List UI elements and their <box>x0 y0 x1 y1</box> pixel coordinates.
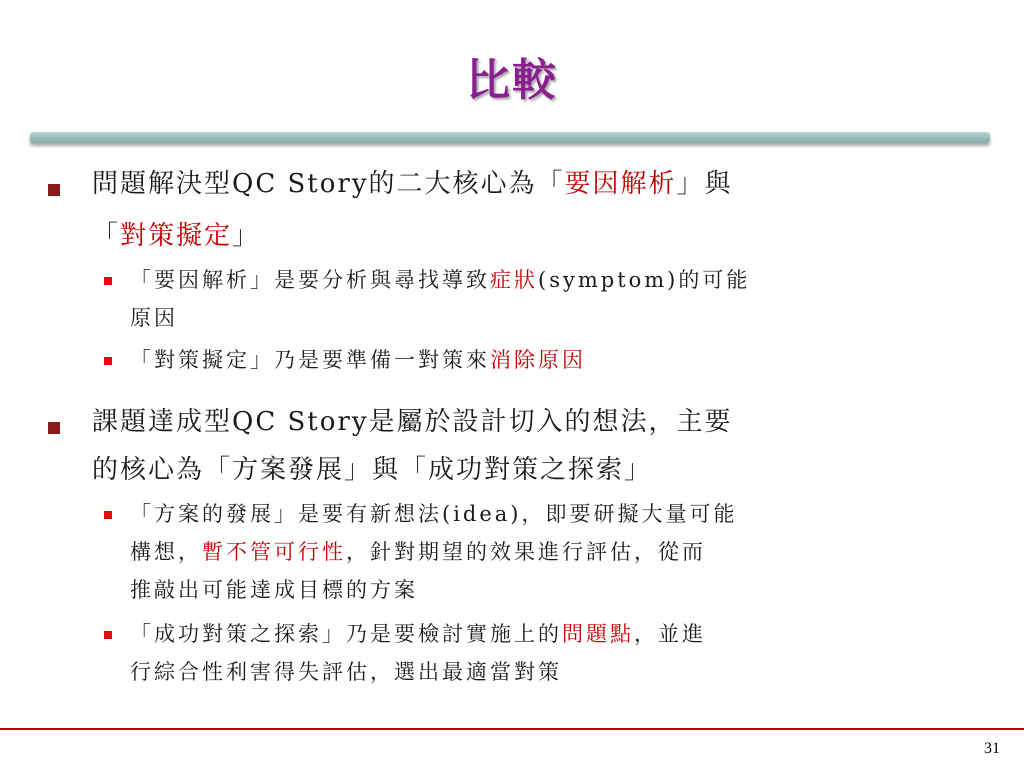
point-1-sub-2 <box>130 342 982 378</box>
page-number: 31 <box>984 740 1000 757</box>
highlight-text: 對策擬定 <box>120 221 233 251</box>
point-2-sub-1: 「方案的發展」是要有新想法(idea)，即要研擬大量可能 <box>130 502 738 526</box>
sub-bullet-icon <box>104 511 112 519</box>
text-segment: 「 <box>92 221 121 251</box>
point-2-sub-1-cont <box>130 534 982 570</box>
text-segment: 」 <box>232 221 261 251</box>
bullet-square-icon <box>48 184 60 196</box>
sub-bullet-icon <box>104 277 112 285</box>
text-segment: (symptom)的可能 <box>538 268 751 292</box>
point-2-sub-2-cont: 行綜合性利害得失評估，選出最適當對策 <box>130 660 562 684</box>
point-2-sub-2 <box>130 616 982 652</box>
text-segment: 「對策擬定」乃是要準備一對策來 <box>130 348 490 372</box>
slide-title: 比較 <box>466 55 558 106</box>
sub-bullet-icon <box>104 357 112 365</box>
point-1-line-1 <box>92 162 982 206</box>
highlight-text: 要因解析 <box>564 169 677 199</box>
text-segment: ，並進 <box>634 622 706 646</box>
text-segment: 」與 <box>676 169 733 199</box>
highlight-text: 消除原因 <box>490 348 586 372</box>
bullet-square-icon <box>48 422 60 434</box>
footer-divider <box>0 728 1024 730</box>
text-segment: 「要因解析」是要分析與尋找導致 <box>130 268 490 292</box>
point-2-sub-1-cont2: 推敲出可能達成目標的方案 <box>130 578 418 602</box>
text-segment: 「成功對策之探索」乃是要檢討實施上的 <box>130 622 562 646</box>
text-segment: 構想， <box>130 540 202 564</box>
text-segment: ，針對期望的效果進行評估，從而 <box>346 540 706 564</box>
highlight-text: 症狀 <box>490 268 538 292</box>
point-2-line-2: 的核心為「方案發展」與「成功對策之探索」 <box>92 455 653 485</box>
highlight-text: 暫不管可行性 <box>202 540 346 564</box>
title-divider <box>30 132 990 143</box>
text-segment: 問題解決型QC Story的二大核心為「 <box>92 169 565 199</box>
highlight-text: 問題點 <box>562 622 634 646</box>
point-1-sub-1 <box>130 262 982 298</box>
sub-bullet-icon <box>104 631 112 639</box>
point-2-line-1: 課題達成型QC Story是屬於設計切入的想法，主要 <box>92 407 733 437</box>
point-1-sub-1-cont: 原因 <box>130 306 178 330</box>
point-1-line-2 <box>92 214 982 258</box>
